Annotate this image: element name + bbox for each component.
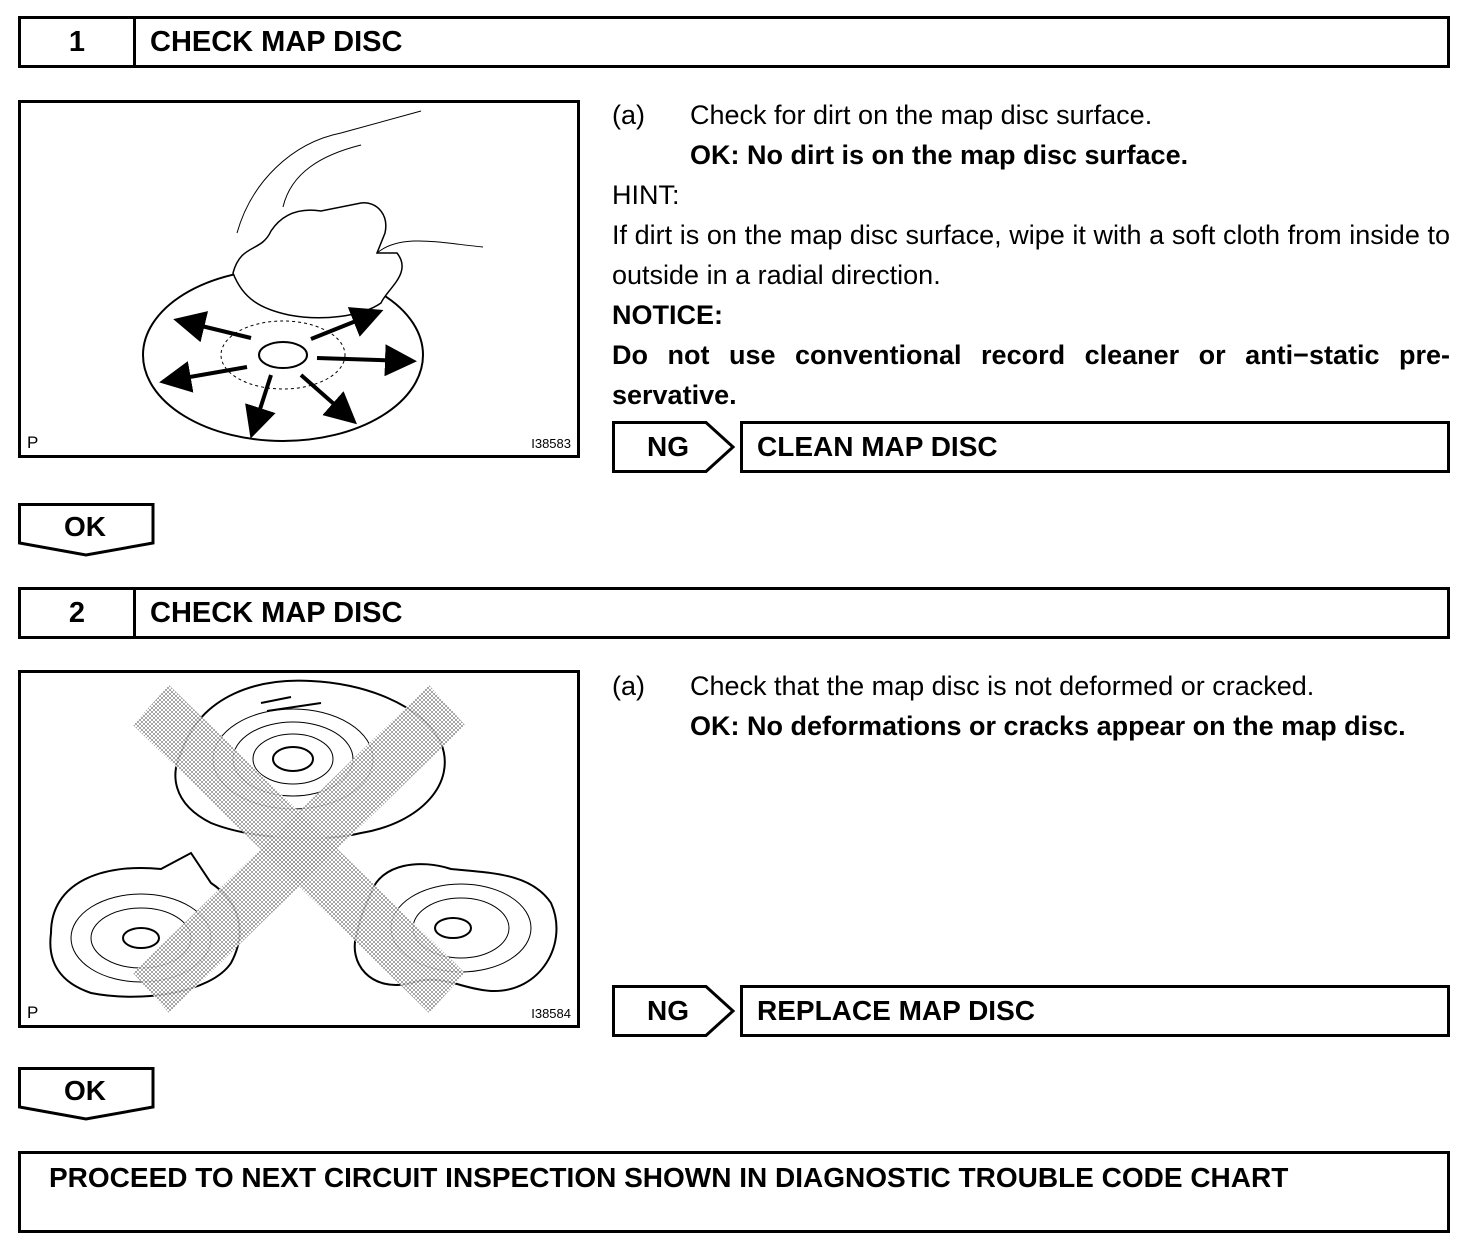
step-1-ng-row (612, 421, 1450, 473)
check-label: (a) (612, 100, 645, 130)
disc-wiping-icon (21, 103, 577, 455)
ng-label: NG (647, 431, 689, 462)
step-2-header (18, 587, 1450, 639)
step-title: CHECK MAP DISC (150, 25, 403, 58)
step-2-instructions (612, 666, 1450, 746)
ng-action: REPLACE MAP DISC (740, 985, 1450, 1037)
ok-criteria: OK: No deformations or cracks appear on the map disc. (690, 711, 1406, 741)
step-2-ng-row (612, 985, 1450, 1037)
notice-heading: NOTICE: (612, 300, 723, 330)
check-label: (a) (612, 671, 645, 701)
ok-tag-2 (18, 1067, 156, 1123)
ng-label: NG (647, 995, 689, 1026)
check-text: Check that the map disc is not deformed or cracked. (690, 671, 1315, 701)
step-title: CHECK MAP DISC (150, 596, 403, 629)
ok-label: OK (64, 511, 106, 542)
hint-heading: HINT: (612, 180, 680, 210)
ok-tag-1 (18, 503, 156, 559)
step-1-header (18, 16, 1450, 68)
figure-disc-wiping (18, 100, 580, 458)
figure-letter: P (27, 433, 39, 452)
step-number: 1 (21, 19, 136, 65)
ok-label: OK (64, 1075, 106, 1106)
proceed-instruction: PROCEED TO NEXT CIRCUIT INSPECTION SHOWN IN DIAGNOSTIC TROUBLE CODE CHART (18, 1151, 1450, 1233)
step-1-instructions (612, 95, 1450, 415)
step-number: 2 (21, 590, 136, 636)
notice-text: Do not use conventional record cleaner or anti−static pre-servative. (612, 340, 1450, 410)
figure-code: I38583 (531, 436, 571, 451)
figure-code: I38584 (531, 1006, 571, 1021)
damaged-disc-icon (21, 673, 577, 1025)
hint-text: If dirt is on the map disc surface, wipe it with a soft cloth from inside to outside in a radial direction. (612, 220, 1450, 290)
ok-criteria: OK: No dirt is on the map disc surface. (690, 140, 1189, 170)
check-text: Check for dirt on the map disc surface. (690, 100, 1153, 130)
figure-damaged-discs (18, 670, 580, 1028)
figure-letter: P (27, 1003, 39, 1022)
ng-action: CLEAN MAP DISC (740, 421, 1450, 473)
